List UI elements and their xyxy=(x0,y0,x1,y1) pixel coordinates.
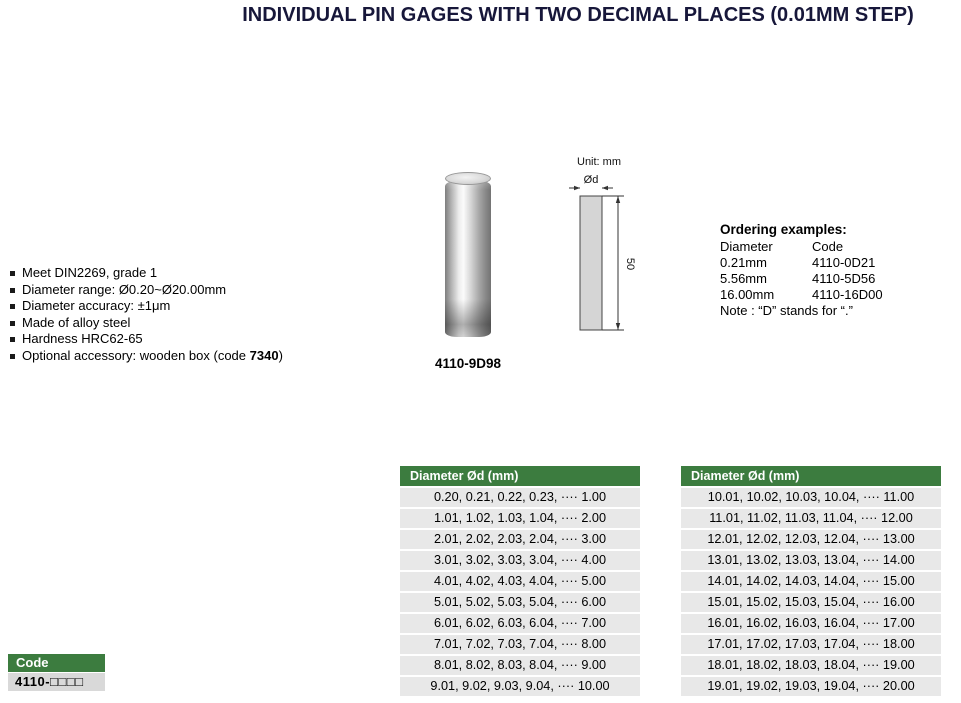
table-row: 15.01, 15.02, 15.03, 15.04, ···· 16.00 xyxy=(681,593,941,612)
table-row: 14.01, 14.02, 14.03, 14.04, ···· 15.00 xyxy=(681,572,941,591)
table-header: Diameter Ød (mm) xyxy=(400,466,640,486)
bullet-square-icon xyxy=(10,354,15,359)
ordering-examples xyxy=(720,222,958,319)
diameter-table-right xyxy=(681,466,941,696)
pin-top-face xyxy=(445,172,491,185)
code-block xyxy=(8,654,105,691)
length-label: 50 xyxy=(624,257,636,271)
table-row: 19.01, 19.02, 19.03, 19.04, ···· 20.00 xyxy=(681,677,941,696)
ordering-header-row xyxy=(720,239,958,255)
accessory-suffix: ) xyxy=(278,347,283,363)
table-row: 12.01, 12.02, 12.03, 12.04, ···· 13.00 xyxy=(681,530,941,549)
arrow-right-icon xyxy=(574,186,580,190)
ordering-code: 4110-0D21 xyxy=(812,255,876,270)
ordering-diameter: 5.56mm xyxy=(720,271,767,286)
feature-item xyxy=(8,298,398,315)
ordering-note: Note : “D” stands for “.” xyxy=(720,303,853,318)
table-row: 8.01, 8.02, 8.03, 8.04, ···· 9.00 xyxy=(400,656,640,675)
table-row: 10.01, 10.02, 10.03, 10.04, ···· 11.00 xyxy=(681,488,941,507)
ordering-col-code: Code xyxy=(812,239,844,254)
unit-label: Unit: mm xyxy=(577,156,621,168)
dimension-drawing xyxy=(566,152,666,352)
table-row: 0.20, 0.21, 0.22, 0.23, ···· 1.00 xyxy=(400,488,640,507)
table-header: Diameter Ød (mm) xyxy=(681,466,941,486)
table-row: 7.01, 7.02, 7.03, 7.04, ···· 8.00 xyxy=(400,635,640,654)
feature-text: Made of alloy steel xyxy=(22,314,131,330)
ordering-code: 4110-16D00 xyxy=(812,287,883,302)
code-block-header: Code xyxy=(8,654,105,672)
feature-list xyxy=(8,265,398,364)
code-block-value: 4110-□□□□ xyxy=(8,673,105,691)
feature-text: Diameter accuracy: ±1μm xyxy=(22,298,171,313)
table-row: 17.01, 17.02, 17.03, 17.04, ···· 18.00 xyxy=(681,635,941,654)
bullet-square-icon xyxy=(10,337,15,342)
pin-outline xyxy=(580,196,602,330)
bullet-square-icon xyxy=(10,271,15,276)
diameter-table-left xyxy=(400,466,640,696)
bullet-square-icon xyxy=(10,288,15,293)
ordering-row xyxy=(720,287,958,303)
table-row: 6.01, 6.02, 6.03, 6.04, ···· 7.00 xyxy=(400,614,640,633)
bullet-square-icon xyxy=(10,321,15,326)
ordering-row xyxy=(720,271,958,287)
feature-item xyxy=(8,265,398,282)
ordering-title: Ordering examples: xyxy=(720,222,847,237)
feature-text: Hardness HRC62-65 xyxy=(22,331,143,346)
arrow-down-icon xyxy=(616,323,620,330)
table-row: 4.01, 4.02, 4.03, 4.04, ···· 5.00 xyxy=(400,572,640,591)
feature-text xyxy=(22,348,283,365)
feature-text: Diameter range: Ø0.20~Ø20.00mm xyxy=(22,281,227,297)
feature-item xyxy=(8,282,398,299)
table-row: 9.01, 9.02, 9.03, 9.04, ···· 10.00 xyxy=(400,677,640,696)
pin-gage-photo xyxy=(428,172,508,344)
arrow-up-icon xyxy=(616,196,620,203)
table-row: 16.01, 16.02, 16.03, 16.04, ···· 17.00 xyxy=(681,614,941,633)
table-row: 1.01, 1.02, 1.03, 1.04, ···· 2.00 xyxy=(400,509,640,528)
accessory-prefix: Optional accessory: wooden box (code xyxy=(22,347,250,363)
ordering-diameter: 0.21mm xyxy=(720,255,767,270)
table-row: 3.01, 3.02, 3.03, 3.04, ···· 4.00 xyxy=(400,551,640,570)
feature-item xyxy=(8,315,398,332)
table-row: 18.01, 18.02, 18.03, 18.04, ···· 19.00 xyxy=(681,656,941,675)
ordering-row xyxy=(720,255,958,271)
feature-text: Meet DIN2269, grade 1 xyxy=(22,265,158,280)
pin-body xyxy=(445,179,491,337)
arrow-left-icon xyxy=(602,186,608,190)
feature-item xyxy=(8,331,398,348)
table-row: 11.01, 11.02, 11.03, 11.04, ···· 12.00 xyxy=(681,509,941,528)
ordering-col-diameter: Diameter xyxy=(720,239,773,254)
ordering-code: 4110-5D56 xyxy=(812,271,876,286)
page-title: INDIVIDUAL PIN GAGES WITH TWO DECIMAL PLACES (0.01MM STEP) xyxy=(242,4,914,26)
table-row: 2.01, 2.02, 2.03, 2.04, ···· 3.00 xyxy=(400,530,640,549)
diameter-label: Ød xyxy=(583,174,599,186)
table-row: 5.01, 5.02, 5.03, 5.04, ···· 6.00 xyxy=(400,593,640,612)
bullet-square-icon xyxy=(10,304,15,309)
accessory-code: 7340 xyxy=(249,347,279,363)
table-row: 13.01, 13.02, 13.03, 13.04, ···· 14.00 xyxy=(681,551,941,570)
feature-item xyxy=(8,348,398,365)
pin-model-label: 4110-9D98 xyxy=(434,356,502,371)
ordering-diameter: 16.00mm xyxy=(720,287,775,302)
